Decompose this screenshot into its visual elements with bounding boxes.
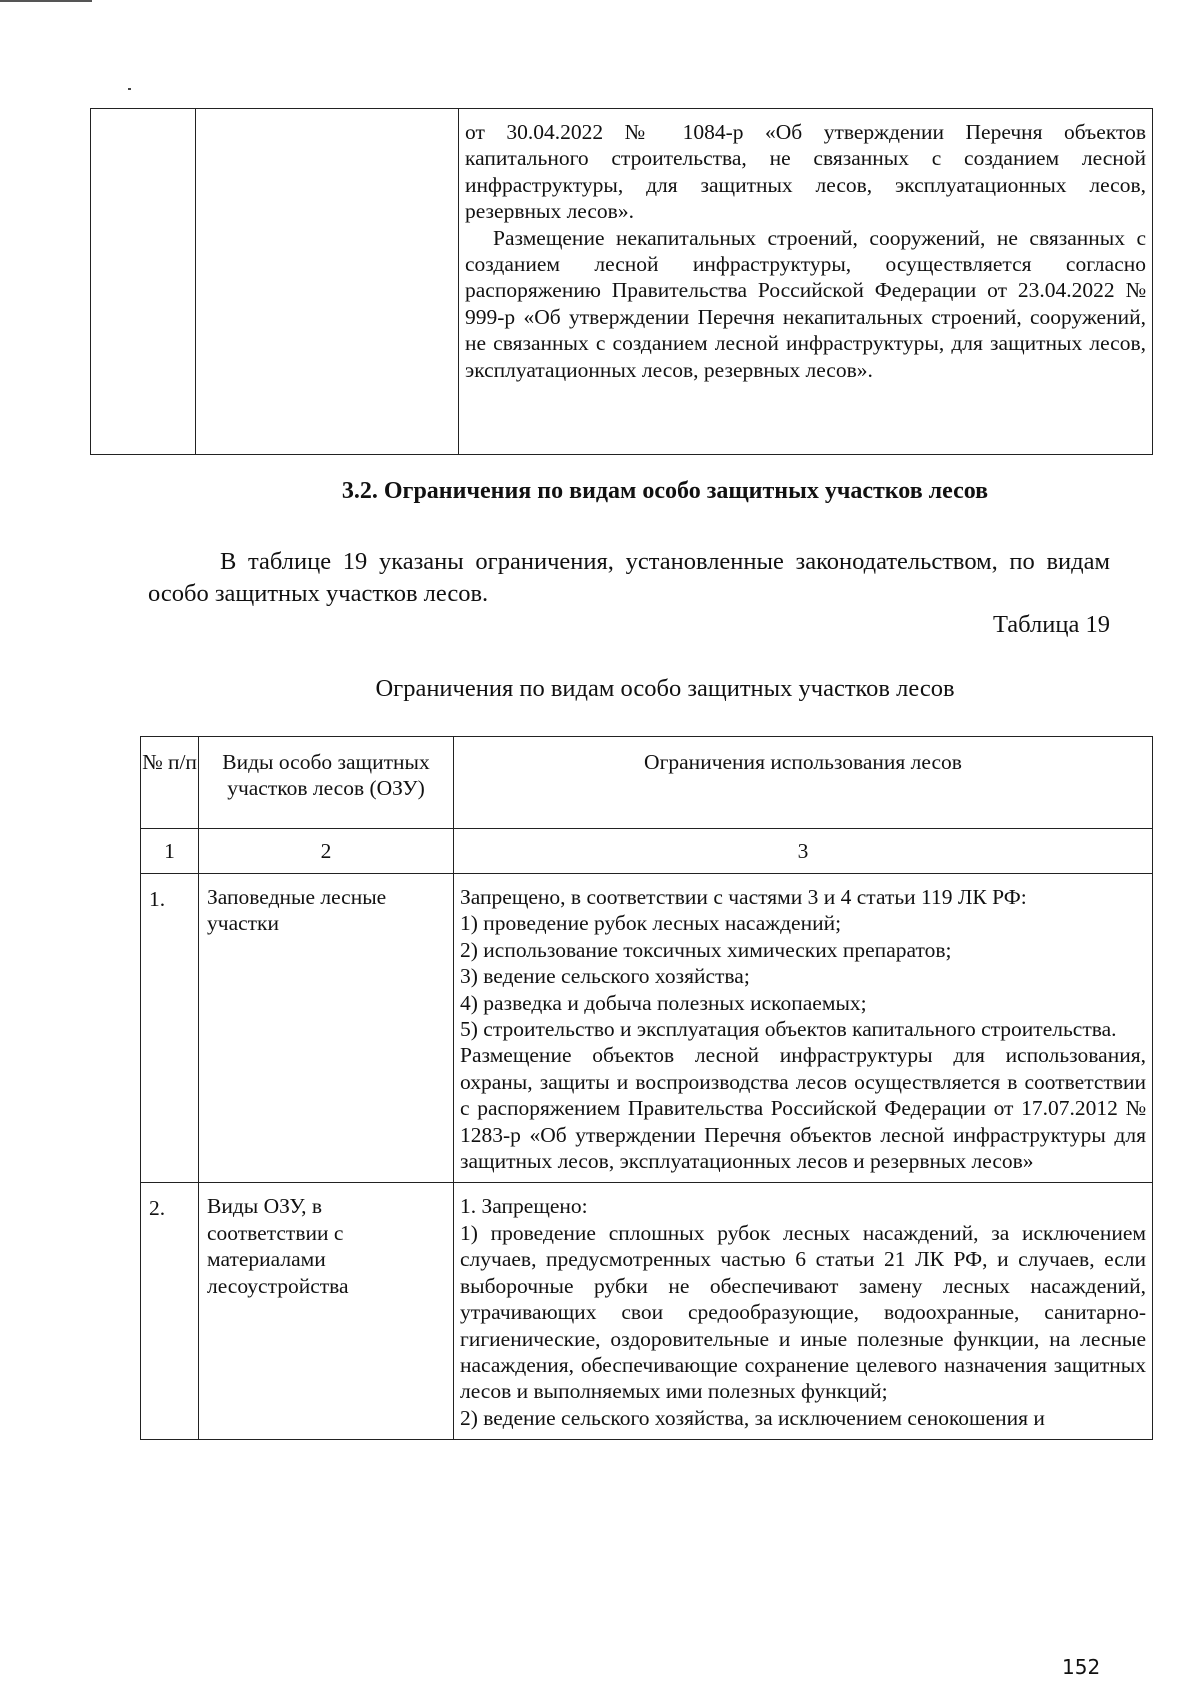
row-num: 2. [141,1183,199,1440]
restriction-line: Запрещено, в соответствии с частями 3 и 4 статьи 119 ЛК РФ: [460,885,1027,909]
column-number: 3 [454,829,1153,874]
header-restrictions: Ограничения использования лесов [454,737,1153,829]
row-num: 1. [141,874,199,1183]
scan-speck [128,88,131,90]
restriction-line: 4) разведка и добыча полезных ископаемых; [460,990,867,1015]
table-number: Таблица 19 [992,611,1110,638]
restriction-line: 2) ведение сельского хозяйства, за исключением сенокошения и [460,1405,1045,1430]
page-number: 152 [1062,1655,1101,1679]
restriction-line: 1) проведение сплошных рубок лесных насаждений, за исключением случаев, предусмотренных частью 6 статьи 21 ЛК РФ, и случаев, если выборочные рубки не обеспечивают замену лесных насаждений, утрачивающих свои средообразующие, водоохранные, санитарно-гигиенические, оздоровительные и иные полезные функции, на лесные насаждения, обеспечивающие сохранение целевого назначения защитных лесов и выполняемых ими полезных функций; [460,1220,1146,1404]
restrictions-cell [454,1183,1153,1440]
paragraph: Размещение некапитальных строений, сооружений, не связанных с созданием лесной инфраструктуры, осуществляется согласно распоряжению Правительства Российской Федерации от 23.04.2022 № 999-р «Об утверждении Перечня некапитальных строений, сооружений, не связанных с созданием лесной инфраструктуры, для защитных лесов, эксплуатационных лесов, резервных лесов». [465,225,1146,382]
table-row [141,874,1153,1183]
column-number-row [141,829,1153,874]
header-type: Виды особо защитных участков лесов (ОЗУ) [199,737,454,829]
section-heading: 3.2. Ограничения по видам особо защитных участков лесов [341,478,989,504]
restriction-line: 5) строительство и эксплуатация объектов капитального строительства. [460,1017,1117,1042]
table-header-row [141,737,1153,829]
ozu-type: Заповедные лесные участки [199,874,454,1183]
continued-table [90,108,1153,455]
intro-text: В таблице 19 указаны ограничения, установленные законодательством, по видам особо защитных участков лесов. [148,548,1110,607]
scan-edge-mark [0,0,92,2]
restriction-line: Размещение объектов лесной инфраструктуры для использования, охраны, защиты и воспроизводства лесов осуществляется в соответствии с распоряжением Правительства Российской Федерации от 17.07.2012 № 1283-р «Об утверждении Перечня объектов лесной инфраструктуры для защитных лесов, эксплуатационных лесов и резервных лесов» [460,1043,1146,1174]
table-caption: Ограничения по видам особо защитных участков лесов [375,675,955,702]
restrictions-cell [459,109,1153,455]
restriction-line: 2) использование токсичных химических препаратов; [460,937,952,962]
restriction-line: 1) проведение рубок лесных насаждений; [460,911,842,936]
restriction-line: 3) ведение сельского хозяйства; [460,964,750,989]
ozu-type: Виды ОЗУ, в соответствии с материалами лесоустройства [199,1183,454,1440]
restriction-line: 1. Запрещено: [460,1194,588,1219]
empty-cell-type [196,109,459,455]
paragraph: от 30.04.2022 № 1084-р «Об утверждении Перечня объектов капитального строительства, не связанных с созданием лесной инфраструктуры, для защитных лесов, эксплуатационных лесов, резервных лесов». [465,120,1146,224]
restrictions-table [140,736,1153,1440]
column-number: 2 [199,829,454,874]
restrictions-cell [454,874,1153,1183]
header-num: № п/п [141,737,199,829]
column-number: 1 [141,829,199,874]
table-row [91,109,1153,455]
table-row [141,1183,1153,1440]
intro-paragraph [148,546,1110,610]
empty-cell-num [91,109,196,455]
